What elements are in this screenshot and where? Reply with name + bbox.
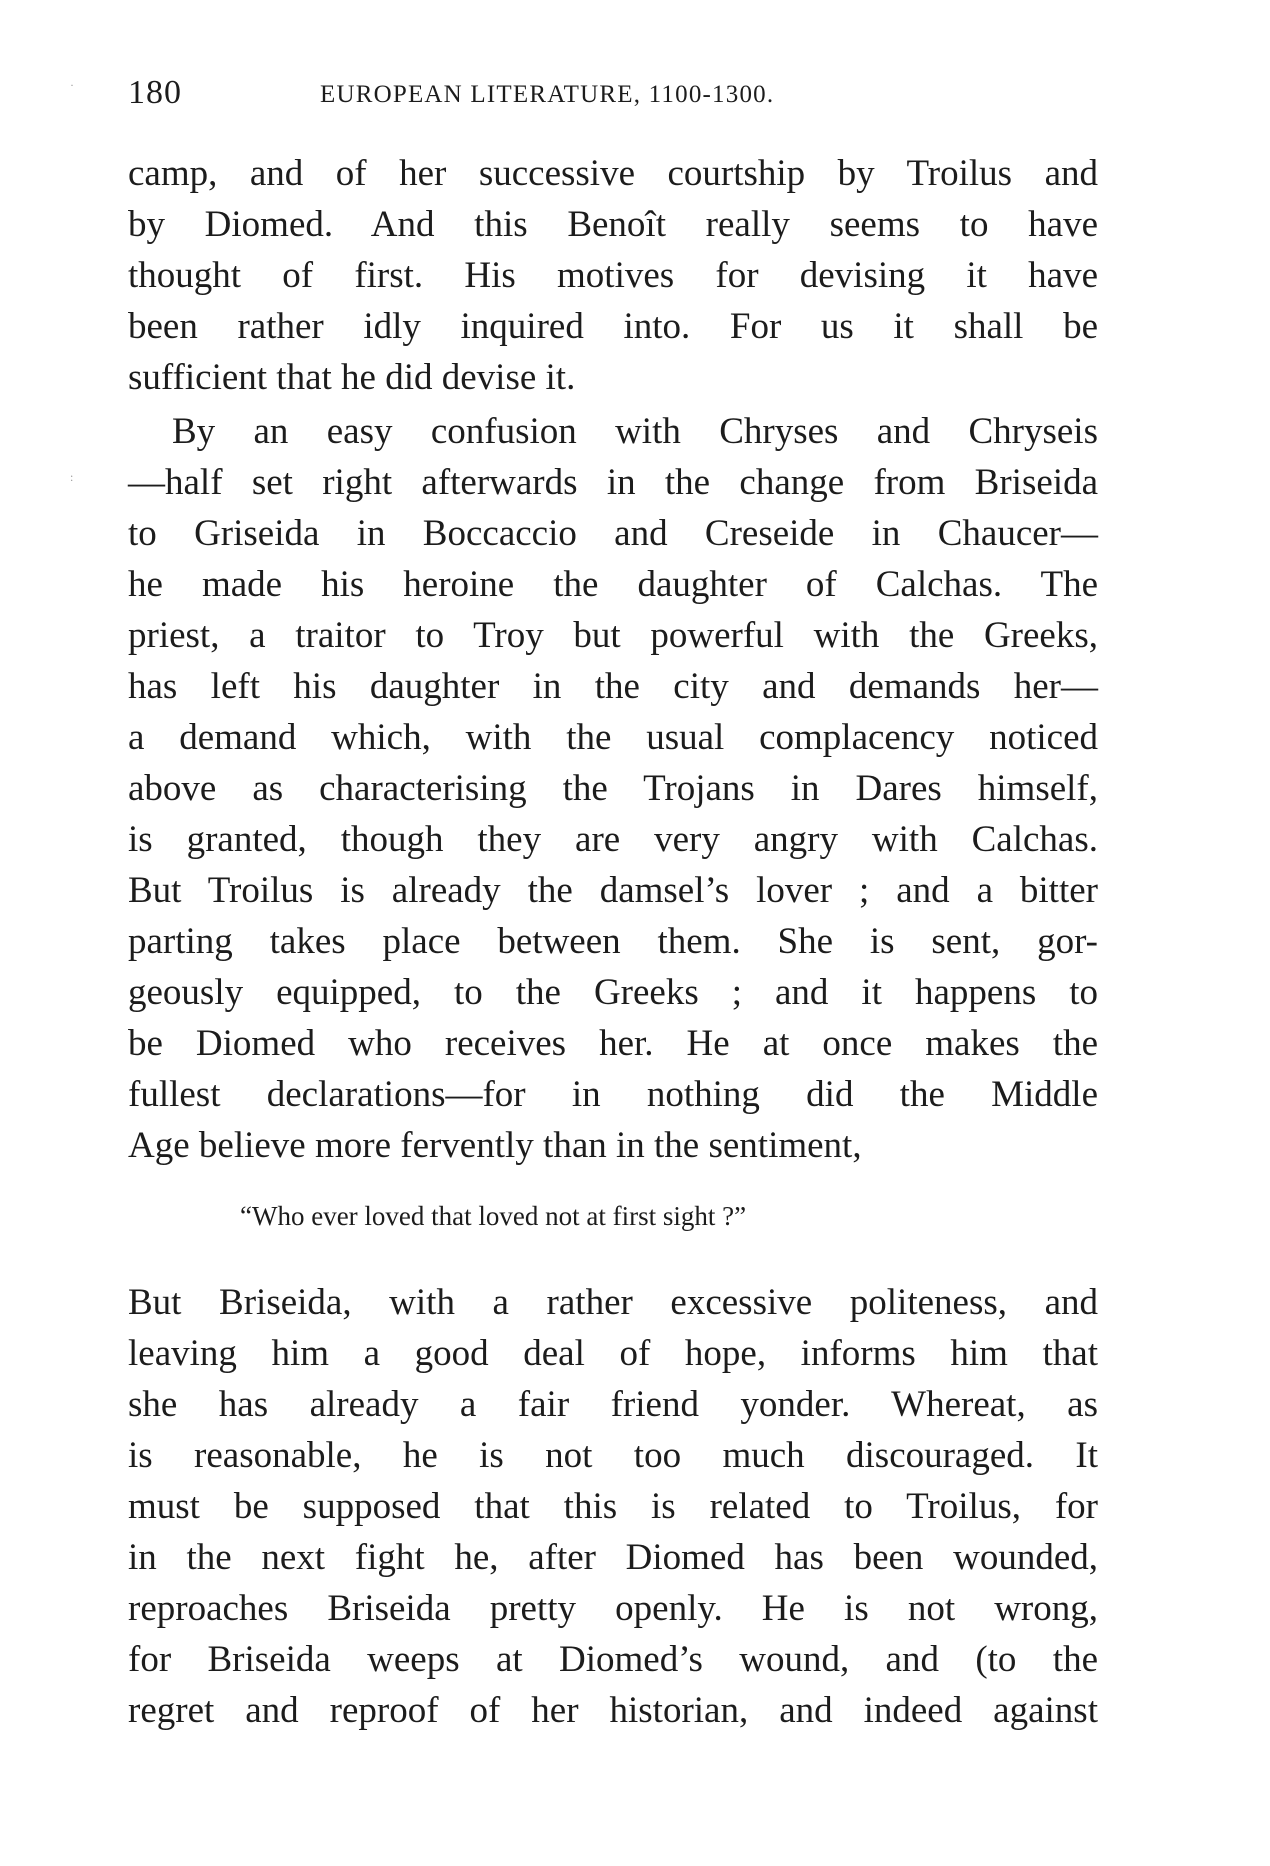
text-line: priest, a traitor to Troy but powerful with the Greeks, — [128, 615, 1098, 656]
text-line: in the next fight he, after Diomed has been wounded, — [128, 1537, 1098, 1578]
text-line: to Griseida in Boccaccio and Creseide in Chaucer— — [128, 513, 1098, 554]
text-line: she has already a fair friend yonder. Whereat, as — [128, 1384, 1098, 1425]
text-line: reproaches Briseida pretty openly. He is not wrong, — [128, 1588, 1098, 1629]
text-line: regret and reproof of her historian, and indeed against — [128, 1690, 1098, 1731]
margin-speck: · — [70, 78, 74, 92]
text-line: for Briseida weeps at Diomed’s wound, and (to the — [128, 1639, 1098, 1680]
text-line: —half set right afterwards in the change from Briseida — [128, 462, 1098, 503]
text-line: camp, and of her successive courtship by Troilus and — [128, 153, 1098, 194]
text-line: But Briseida, with a rather excessive politeness, and — [128, 1282, 1098, 1323]
margin-speck: : — [70, 470, 74, 484]
text-line: But Troilus is already the damsel’s lover ; and a bitter — [128, 870, 1098, 911]
text-line: above as characterising the Trojans in Dares himself, — [128, 768, 1098, 809]
text-line: is granted, though they are very angry with Calchas. — [128, 819, 1098, 860]
paragraph-2 — [128, 406, 1098, 1171]
text-line: a demand which, with the usual complacency noticed — [128, 717, 1098, 758]
text-line: been rather idly inquired into. For us it shall be — [128, 306, 1098, 347]
running-head — [128, 70, 948, 116]
text-line: Age believe more fervently than in the sentiment, — [128, 1125, 862, 1166]
text-line: by Diomed. And this Benoît really seems to have — [128, 204, 1098, 245]
text-line: fullest declarations—for in nothing did the Middle — [128, 1074, 1098, 1115]
text-line: has left his daughter in the city and demands her— — [128, 666, 1098, 707]
text-line: thought of first. His motives for devising it have — [128, 255, 1098, 296]
page-number: 180 — [128, 74, 182, 111]
text-line: be Diomed who receives her. He at once makes the — [128, 1023, 1098, 1064]
text-line: must be supposed that this is related to Troilus, for — [128, 1486, 1098, 1527]
paragraph-1 — [128, 148, 1098, 403]
text-line: is reasonable, he is not too much discouraged. It — [128, 1435, 1098, 1476]
verse-quotation: “Who ever loved that loved not at first sight ?” — [240, 1201, 747, 1231]
paragraph-3 — [128, 1277, 1098, 1736]
text-line: geously equipped, to the Greeks ; and it happens to — [128, 972, 1098, 1013]
text-line: sufficient that he did devise it. — [128, 357, 576, 398]
text-line: he made his heroine the daughter of Calchas. The — [128, 564, 1098, 605]
running-head-title: EUROPEAN LITERATURE, 1100-1300. — [320, 81, 775, 108]
text-line: By an easy confusion with Chryses and Chryseis — [172, 411, 1098, 452]
text-line: parting takes place between them. She is sent, gor- — [128, 921, 1098, 962]
text-line: leaving him a good deal of hope, informs him that — [128, 1333, 1098, 1374]
